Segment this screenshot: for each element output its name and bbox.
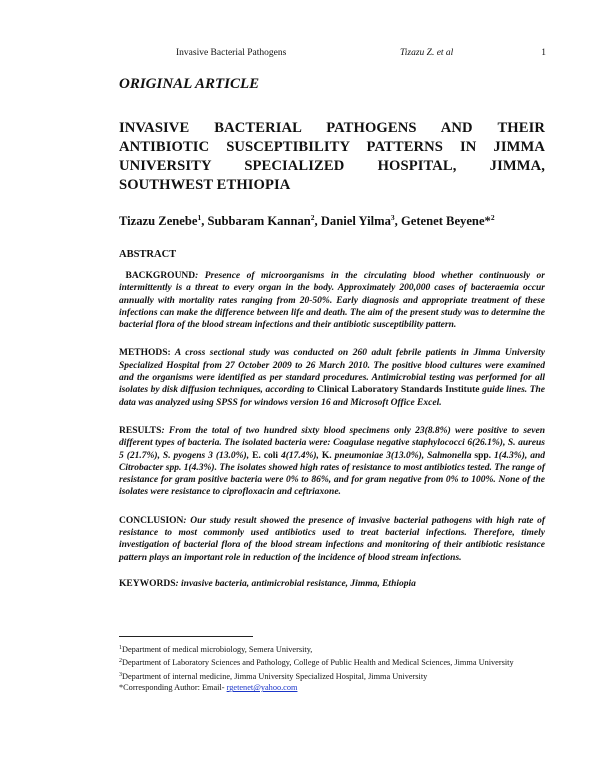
keywords: [119, 578, 545, 590]
methods-text: A cross sectional study was conducted on 260 adult febrile patients in Jimma University Specialized Hospital from 27 October 2009 to 26 March 2010. The positive blood cultures were examined and the organisms were identified as per standard procedures. Antimicrobial testing was performed for all isolates by disk diffusion techniques, according to: [119, 348, 545, 396]
author-list: [119, 210, 545, 229]
results-text-4: 1(4.3%), and Citrobacter spp. 1(4.3%). The isolates showed high rates of resistance to most antibiotics tested. The range of resistance for gram positive bacteria were 0% to 86%, and for gram negative from 0% to 100%. None of the isolates were resistance to ciprofloxacin and ceftriaxone.: [119, 450, 546, 498]
results-spp: spp.: [471, 450, 492, 461]
footnote-text: Department of Laboratory Sciences and Pathology, College of Public Health and Medical Sciences, Jimma University: [122, 658, 514, 668]
footnote-text: Department of medical microbiology, Semera University,: [122, 645, 313, 654]
abstract-methods: [119, 347, 545, 408]
corresponding-label: *Corresponding Author: Email-: [119, 683, 227, 693]
author-affiliation: 2: [490, 213, 495, 222]
footnote-1: [119, 643, 539, 655]
footnotes: [119, 643, 539, 695]
results-ecoli: E. coli: [252, 450, 278, 461]
author-affiliation: 3: [390, 213, 395, 222]
methods-text-2: guide lines. The data was analyzed using SPSS for windows version 16 and Microsoft Office Excel.: [119, 385, 546, 408]
abstract-background: [119, 270, 545, 331]
corresponding-author: [119, 683, 539, 693]
author-email-link[interactable]: rgetenet@yahoo.com: [226, 683, 298, 693]
results-text-1: : From the total of two hundred sixty blood specimens only 23(8.8%) were positive to seven different types of bacteria. The isolated bacteria were: Coagulase negative staphylococci 6(26.1%), S. aureus 5 (21.7%), S. pyogens 3 (13.0%),: [119, 425, 545, 461]
methods-clsi: Clinical Laboratory Standards Institute: [317, 385, 480, 396]
page-number: 1: [541, 48, 546, 58]
running-header: [176, 48, 546, 62]
author-affiliation: 1: [197, 213, 202, 222]
footnote-number: 1: [119, 645, 122, 651]
author-name: Daniel Yilma: [320, 214, 391, 228]
footnote-number: 3: [119, 671, 122, 678]
paper-title: INVASIVE BACTERIAL PATHOGENS AND THEIR ANTIBIOTIC SUSCEPTIBILITY PATTERNS IN JIMMA UNIVERSITY SPECIALIZED HOSPITAL, JIMMA, SOUTHWEST ETHIOPIA: [119, 120, 545, 193]
conclusion-label: CONCLUSION: [119, 515, 184, 526]
running-title: Invasive Bacterial Pathogens: [176, 48, 287, 58]
background-text: : Presence of microorganisms in the circulating blood whether continuously or intermittently is a threat to every organ in the body. Approximately 200,000 cases of bacteraemia occur annually with mortality rates ranging from 20-50%. Early diagnosis and appropriate treatment of these infections can make the difference between life and death. The aim of the present study was to determine the bacterial flora of the blood stream infections and their antibiotic susceptibility pattern.: [119, 271, 545, 331]
article-type: ORIGINAL ARTICLE: [119, 76, 260, 92]
results-text-3: pneumoniae 3(13.0%),: [331, 450, 428, 461]
author-separator: ,: [314, 214, 321, 228]
methods-label: METHODS:: [119, 348, 171, 359]
author-affiliation: 2: [310, 213, 315, 222]
footnote-2: [119, 656, 539, 668]
results-label: RESULTS: [119, 425, 162, 436]
abstract-conclusion: [119, 515, 545, 564]
abstract-results: [119, 425, 545, 499]
footnote-divider: [119, 636, 253, 637]
results-salmonella: Salmonella: [427, 450, 472, 461]
footnote-number: 2: [119, 658, 122, 665]
author-name: Subbaram Kannan: [207, 214, 311, 228]
article-body: [119, 76, 545, 590]
footnote-3: [119, 670, 539, 682]
abstract-heading: ABSTRACT: [119, 249, 177, 260]
conclusion-text: : Our study result showed the presence of invasive bacterial pathogens with high rate of resistance to most commonly used antibiotics used to treat bacterial infections. Therefore, timely investigation of bacterial flora of the blood stream infections and monitoring of their antibiotic resistance pattern plays an important role in reduction of the incidence of blood stream infections.: [119, 515, 545, 563]
background-label: BACKGROUND: [125, 271, 196, 281]
results-text-2: 4(17.4%),: [277, 450, 322, 461]
running-authors: Tizazu Z. et al: [400, 48, 454, 58]
author-separator: ,: [394, 214, 401, 228]
footnote-text: Department of internal medicine, Jimma University Specialized Hospital, Jimma University: [122, 671, 428, 681]
results-k: K.: [321, 450, 332, 461]
author-separator: ,: [201, 214, 208, 228]
author-name: Getenet Beyene*: [400, 214, 491, 228]
keywords-label: KEYWORDS: [119, 578, 176, 589]
author-name: Tizazu Zenebe: [119, 214, 198, 228]
keywords-text: : invasive bacteria, antimicrobial resistance, Jimma, Ethiopia: [175, 578, 416, 589]
